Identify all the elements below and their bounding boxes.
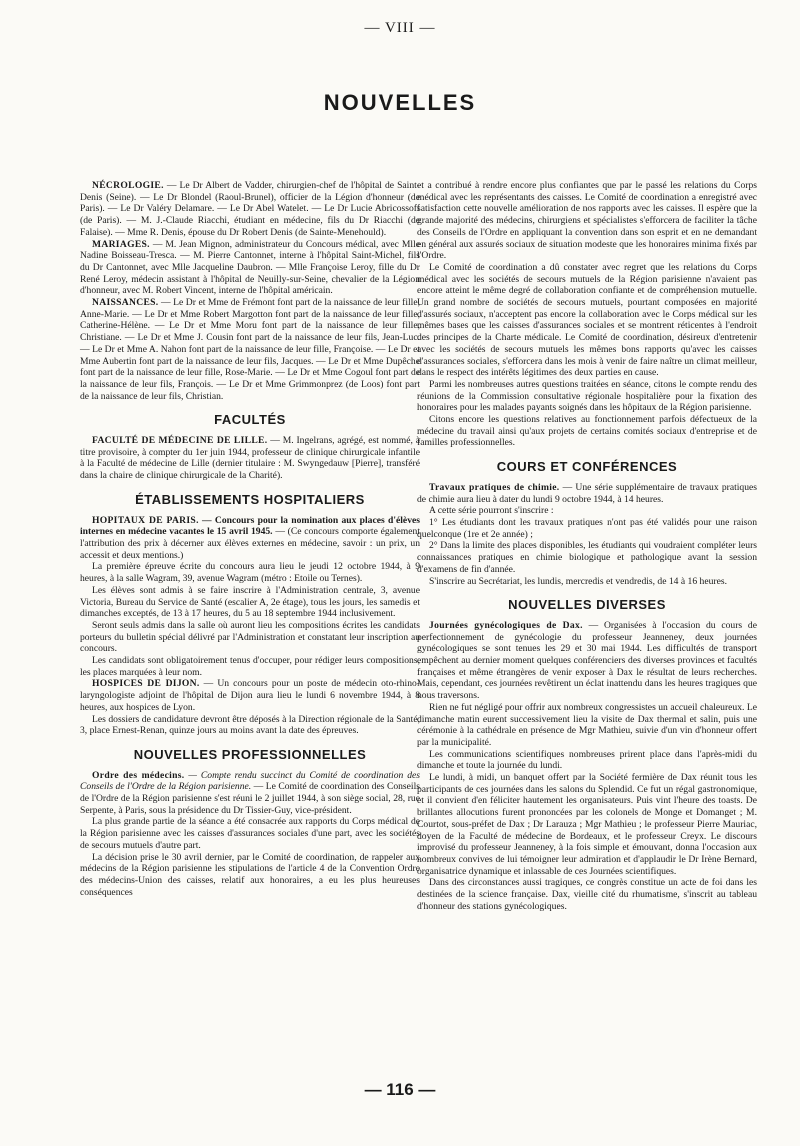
folio-top: — VIII — [364,20,436,36]
section-heading-facultes: FACULTÉS [214,412,286,428]
travaux-text: — Une série supplémentaire de travaux pratiques de chimie aura lieu à dater du lundi 9 octobre 1944, à 14 heures. [417,481,757,505]
dijon-text: — Un concours pour un poste de médecin oto-rhino-laryngologiste adjoint de l'hôpital de Dijon aura lieu le lundi 6 novembre 1944, à 8 heures, aux hospices de Lyon. [80,678,421,713]
hopitaux-paragraph-2: La première épreuve écrite du concours aura lieu le jeudi 12 octobre 1944, à 9 heures, à la salle Wagram, 39, avenue Wagram (métro : Etoile ou Ternes). [80,561,420,585]
left-column [80,180,420,898]
ordre-subtitle: — Compte rendu succinct du Comité de coordination des Conseils de l'Ordre de la Région parisienne. [80,769,421,793]
mariages-label: MARIAGES. [92,238,150,250]
necrologie-label: NÉCROLOGIE. [92,180,164,191]
naissances-text: — Le Dr et Mme de Frémont font part de la naissance de leur fille, Anne-Marie. — Le Dr et Mme Robert Margotton font part de la naissance de leur fille, Catherine-Hélène. — Le Dr et Mme Moru font part de la naissance de leur fille, Christiane. — Le Dr et Mme J. Cousin font part de la naissance de leur fils, Jean-Luc. — Le Dr et Mme A. Nahon font part de la naissance de leur fille, Françoise. — Le Dr et Mme Aubertin font part de la naissance de leur fils, Jacques. — Le Dr et Mme Dupêche font part de la naissance de leur fille, Rose-Marie. — Le Dr et Mme Cogoul font part de la naissance de leur fils, François. — Le Dr et Mme Grimmonprez (de Loos) font part de la naissance de leur fils, Christian. [80,297,420,402]
continuation-paragraph-3: Parmi les nombreuses autres questions traitées en séance, citons le compte rendu des réunions de la Commission consultative régionale hospitalière pour la fixation des honoraires pour les malades payants soignés dans les hôpitaux de la Région parisienne. [417,378,757,414]
facultes-text: — M. Ingelrans, agrégé, est nommé, à titre provisoire, à compter du 1er juin 1944, professeur de clinique chirurgicale infantile à la Faculté de médecine de Lille (dernier titulaire : M. Swyngedauw [Pierre], transféré dans la chaire de clinique chirurgicale de la Charité). [80,435,420,482]
hopitaux-text: — (Ce concours comporte également l'attribution des prix à décerner aux élèves externes en médecine, savoir : un prix, un accessit et deux mentions.) [80,526,420,561]
necrologie-text: — Le Dr Albert de Vadder, chirurgien-chef de l'hôpital de Saint-Denis (Seine). — Le Dr Blondel (Raoul-Brunel), officier de la Légion d'honneur (de Paris). — Le Dr Valéry Delamare. — Le Dr Abel Watelet. — Le Dr Lucie Abricossoff (de Paris). — M. J.-Claude Riacchi, étudiant en médecine, fils du Dr Riacchi (de Falaise). — Mme R. Denis, épouse du Dr Robert Denis (de Sainte-Menehould). [80,180,420,238]
dax-paragraph [417,620,757,702]
dax-text: — Organisées à l'occasion du cours de perfectionnement de gynécologie du professeur Jeanneney, deux journées gynécologiques se sont tenues les 29 et 30 mai 1944. Les difficultés de transport empêchent au dernier moment quelques conférenciers des diverses provinces et facultés françaises et même étrangères de venir exposer à Dax le résultat de leurs recherches. Mais, cependant, ces journées revêtirent un éclat inattendu dans les heures tragiques que nous traversons. [417,619,757,702]
mariages-text: — M. Jean Mignon, administrateur du Concours médical, avec Mlle Nadine Boisseau-Tresca. — M. Pierre Cantonnet, interne à l'hôpital Saint-Michel, fils du Dr Cantonnet, avec Mlle Jacqueline Daubron. — Mlle Françoise Leroy, fille du Dr René Leroy, médecin assistant à l'hôpital de Neuilly-sur-Seine, chevalier de la Légion d'honneur, avec M. Robert Vincent, interne de l'hôpital américain. [80,238,420,297]
page-number: — 116 — [364,1080,436,1099]
section-heading-cours: COURS ET CONFÉRENCES [496,459,678,475]
ordre-label: Ordre des médecins. [92,769,185,781]
naissances-label: NAISSANCES. [92,297,159,309]
hopitaux-subject: — Concours pour la nomination aux places d'élèves internes en médecine vacantes le 15 avril 1945. [80,514,420,538]
ordre-paragraph [80,770,420,817]
continuation-paragraph-1: et a contribué à rendre encore plus confiantes que par le passé les relations du Corps médical avec les représentants des caisses. Le Comité de coordination a enregistré avec satisfaction cette nouvelle amélioration de nos rapports avec les caisses. Il espère que la grande majorité des médecins, chirurgiens et spécialistes s'efforcera de faciliter la tâche des Conseils de l'Ordre en appliquant la convention dans son esprit et en ne demandant en général aux assurés sociaux de situation modeste que les honoraires minima fixés par l'Ordre. [417,180,757,262]
ordre-paragraph-3: La décision prise le 30 avril dernier, par le Comité de coordination, de rappeler aux médecins de la Région parisienne les stipulations de l'article 4 de la Convention Ordre des médecins-Union des caisses, relatif aux honoraires, a eu les plus heureuses conséquences [80,851,420,898]
travaux-paragraph [417,482,757,505]
hopitaux-paragraph-4: Seront seuls admis dans la salle où auront lieu les compositions écrites les candidats porteurs du bulletin spécial délivré par l'Administration et constatant leur inscription au concours. [80,619,420,655]
section-heading-diverses: NOUVELLES DIVERSES [508,597,666,613]
page-title: NOUVELLES [323,90,477,115]
continuation-paragraph-2: Le Comité de coordination a dû constater avec regret que les relations du Corps médical avec les sociétés de secours mutuels de la Région parisienne n'avaient pas encore atteint le même degré de collaboration confiante et de compréhension mutuelle. Un grand nombre de sociétés de secours mutuels, pourtant composées en majorité d'assurés sociaux, n'acceptent pas encore la collaboration avec le Corps médical sur les mêmes bases que les caisses d'assurances sociales et se montrent réticentes à l'endroit des principes de la Charte médicale. Le Comité de coordination, désireux d'entretenir avec les sociétés de secours mutuels les mêmes bons rapports qu'avec les caisses d'assurances sociales, s'efforcera dans les mois à venir de faire naître un climat meilleur, dans le respect des intérêts légitimes des deux parties en cause. [417,261,757,379]
section-heading-etablissements: ÉTABLISSEMENTS HOSPITALIERS [135,491,365,507]
hopitaux-label: HOPITAUX DE PARIS. [92,514,199,526]
dijon-label: HOSPICES DE DIJON. [92,678,200,690]
section-heading-professionnelles: NOUVELLES PROFESSIONNELLES [133,746,367,762]
hopitaux-paragraph-3: Les élèves sont admis à se faire inscrire à l'Administration centrale, 3, avenue Victoria, Bureau du Service de Santé (escalier A, 2e étage), tous les jours, les samedis et dimanches exceptés, de 13 à 17 heures, du 5 au 18 septembre 1944 inclusivement. [80,584,420,620]
ordre-text: — Le Comité de coordination des Conseils de l'Ordre de la Région parisienne s'est réuni le 2 juillet 1944, à son siège social, 28, rue Serpente, à Paris, sous la présidence du Dr Tissier-Guy, vice-président. [80,781,420,816]
dax-paragraph-3: Les communications scientifiques nombreuses prirent place dans l'après-midi du dimanche et toute la journée du lundi. [417,748,757,772]
hopitaux-paragraph-5: Les candidats sont obligatoirement tenus d'occuper, pour rédiger leurs compositions, les places marquées à leur nom. [80,655,420,678]
ordre-paragraph-2: La plus grande partie de la séance a été consacrée aux rapports du Corps médical de la Région parisienne avec les caisses d'assurances sociales d'une part, avec les sociétés de secours mutuels d'autre part. [80,816,420,851]
dax-paragraph-2: Rien ne fut négligé pour offrir aux nombreux congressistes un accueil chaleureux. Le dimanche matin eurent successivement lieu la visite de Dax thermal et salin, puis une cérémonie à la cathédrale en présence de Mgr Mathieu, suivie d'un vin d'honneur offert par la municipalité. [417,701,757,748]
facultes-paragraph [80,435,420,482]
dijon-paragraph-2: Les dossiers de candidature devront être déposés à la Direction régionale de la Santé, 3, place Ernest-Renan, quinze jours au moins avant la date des épreuves. [80,713,420,737]
dax-paragraph-4: Le lundi, à midi, un banquet offert par la Société fermière de Dax réunit tous les participants de ces journées dans les salons du Splendid. Ce fut un régal gastronomique, et il convient d'en féliciter hautement les organisateurs. Puis vint l'heure des toasts. De brillantes allocutions furent prononcées par les colonels de Monge et Domanget ; M. Courtot, sous-préfet de Dax ; Dr Larauza ; Mgr Mathieu ; le professeur Pierre Mauriac, doyen de la Faculté de médecine de Bordeaux, et le professeur Creyx. Le discours improvisé du professeur Jeanneney, à la fois simple et émouvant, donna l'occasion aux nombreux convives de lui témoigner leur admiration et d'applaudir le Dr Irène Bernard, organisatrice dynamique et inlassable de ces Journées scientifiques. [417,772,757,877]
naissances-paragraph [80,297,420,402]
continuation-paragraph-4: Citons encore les questions relatives au fonctionnement parfois défectueux de la médecine du travail ainsi qu'aux projets de certains comités sociaux d'entreprise et de familles professionnelles. [417,414,757,449]
travaux-paragraph-5: S'inscrire au Secrétariat, les lundis, mercredis et vendredis, de 14 à 16 heures. [429,575,727,587]
hopitaux-paragraph [80,515,420,562]
mariages-paragraph [80,239,420,298]
dax-paragraph-5: Dans des circonstances aussi tragiques, ce congrès constitue un acte de foi dans les destinées de la science française. Dax, vieille cité du rhumatisme, s'inscrit au tableau d'honneur des stations gynécologiques. [417,877,757,912]
necrologie-paragraph [80,180,420,239]
right-column [417,180,757,912]
travaux-label: Travaux pratiques de chimie. [429,481,560,493]
dax-label: Journées gynécologiques de Dax. [429,619,583,631]
travaux-paragraph-4: 2° Dans la limite des places disponibles, les étudiants qui voudraient compléter leurs connaissances pratiques en chimie biologique et pathologique avant la session d'examens de fin d'année. [417,540,757,575]
travaux-paragraph-3: 1° Les étudiants dont les travaux pratiques n'ont pas été validés pour une raison quelconque (1re et 2e année) ; [417,516,757,540]
facultes-label: FACULTÉ DE MÉDECINE DE LILLE. [92,435,268,447]
travaux-paragraph-2: A cette série pourront s'inscrire : [429,505,554,517]
dijon-paragraph [80,678,420,713]
